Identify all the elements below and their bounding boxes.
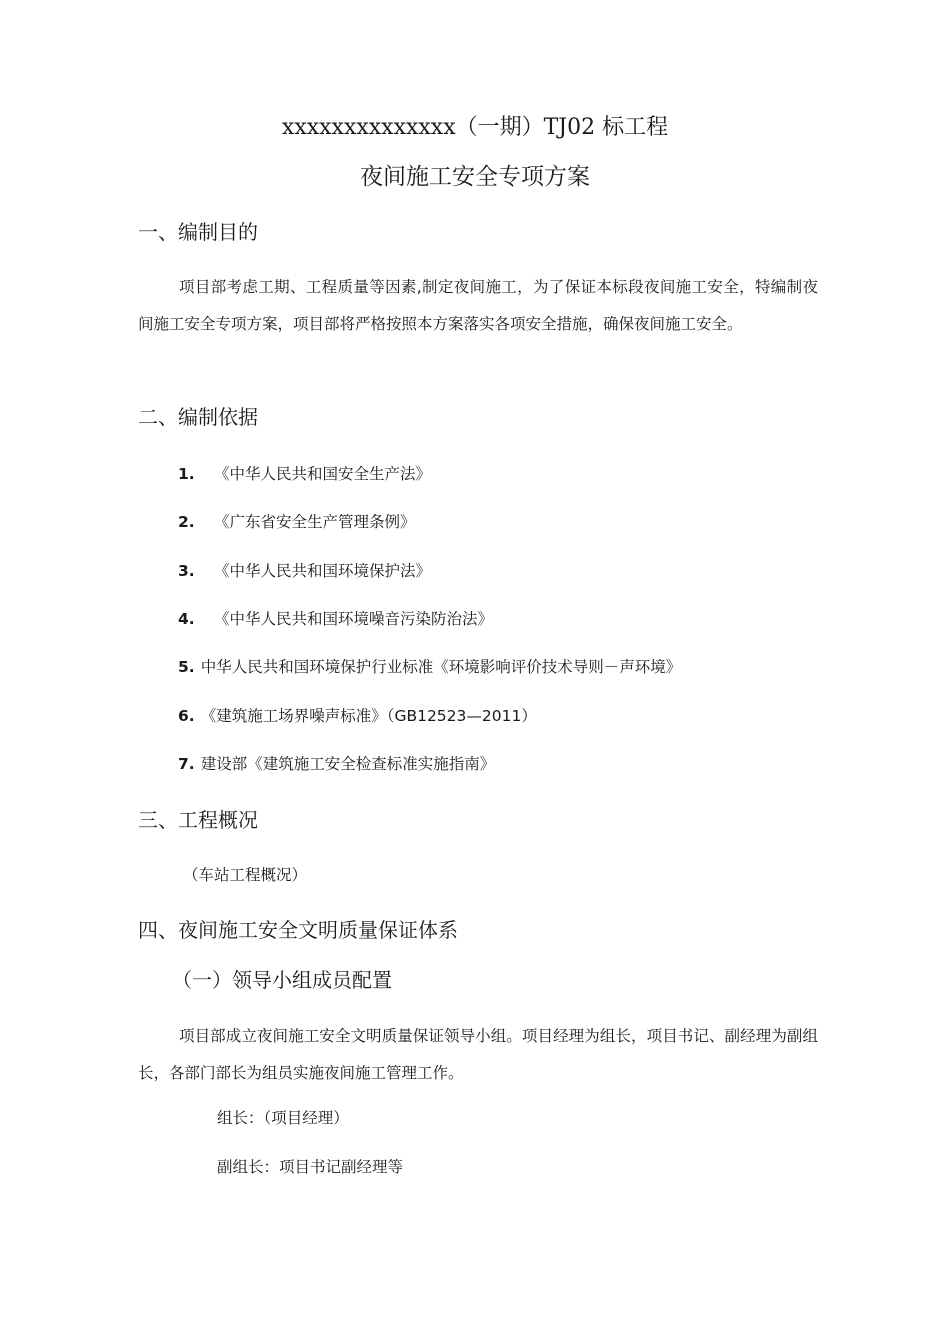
deputy-leader-line: 副组长：项目书记副经理等 <box>217 1158 404 1176</box>
reference-text: 《中华人民共和国环境保护法》 <box>214 562 432 580</box>
reference-text: 《中华人民共和国环境噪音污染防治法》 <box>214 610 494 628</box>
reference-number: 4. <box>178 610 195 628</box>
reference-text: 《中华人民共和国安全生产法》 <box>214 465 432 483</box>
section2-heading: 二、编制依据 <box>138 405 258 429</box>
reference-item <box>178 462 431 484</box>
section1-heading: 一、编制目的 <box>138 220 258 244</box>
reference-item <box>178 559 431 581</box>
reference-number: 2. <box>178 513 195 531</box>
leader-line: 组长：（项目经理） <box>217 1109 349 1127</box>
document-title-line2: 夜间施工安全专项方案 <box>360 164 590 190</box>
reference-number: 1. <box>178 465 195 483</box>
reference-item <box>178 607 493 629</box>
section3-heading: 三、工程概况 <box>138 808 258 832</box>
document-title-line1: xxxxxxxxxxxxxx（一期）TJ02 标工程 <box>281 115 669 140</box>
reference-item <box>178 510 416 532</box>
section4-subheading: （一）领导小组成员配置 <box>172 968 392 992</box>
reference-item <box>178 752 495 774</box>
reference-item <box>178 704 537 726</box>
reference-number: 3. <box>178 562 195 580</box>
reference-text: 《建筑施工场界噪声标准》（GB12523—2011） <box>200 707 537 725</box>
section4-heading: 四、夜间施工安全文明质量保证体系 <box>138 918 458 942</box>
reference-number: 6. <box>178 707 195 725</box>
section1-paragraph: 项目部考虑工期、工程质量等因素,制定夜间施工，为了保证本标段夜间施工安全，特编制夜间施工安全专项方案，项目部将严格按照本方案落实各项安全措施，确保夜间施工安全。 <box>138 278 818 333</box>
reference-number: 7. <box>178 755 195 773</box>
reference-item <box>178 655 681 677</box>
section3-note: （车站工程概况） <box>183 866 308 884</box>
reference-text: 《广东省安全生产管理条例》 <box>214 513 416 531</box>
section4-paragraph: 项目部成立夜间施工安全文明质量保证领导小组。项目经理为组长，项目书记、副经理为副组长，各部门部长为组员实施夜间施工管理工作。 <box>138 1027 818 1082</box>
reference-number: 5. <box>178 658 195 676</box>
reference-text: 建设部《建筑施工安全检查标准实施指南》 <box>200 755 496 773</box>
reference-text: 中华人民共和国环境保护行业标准《环境影响评价技术导则－声环境》 <box>200 658 682 676</box>
